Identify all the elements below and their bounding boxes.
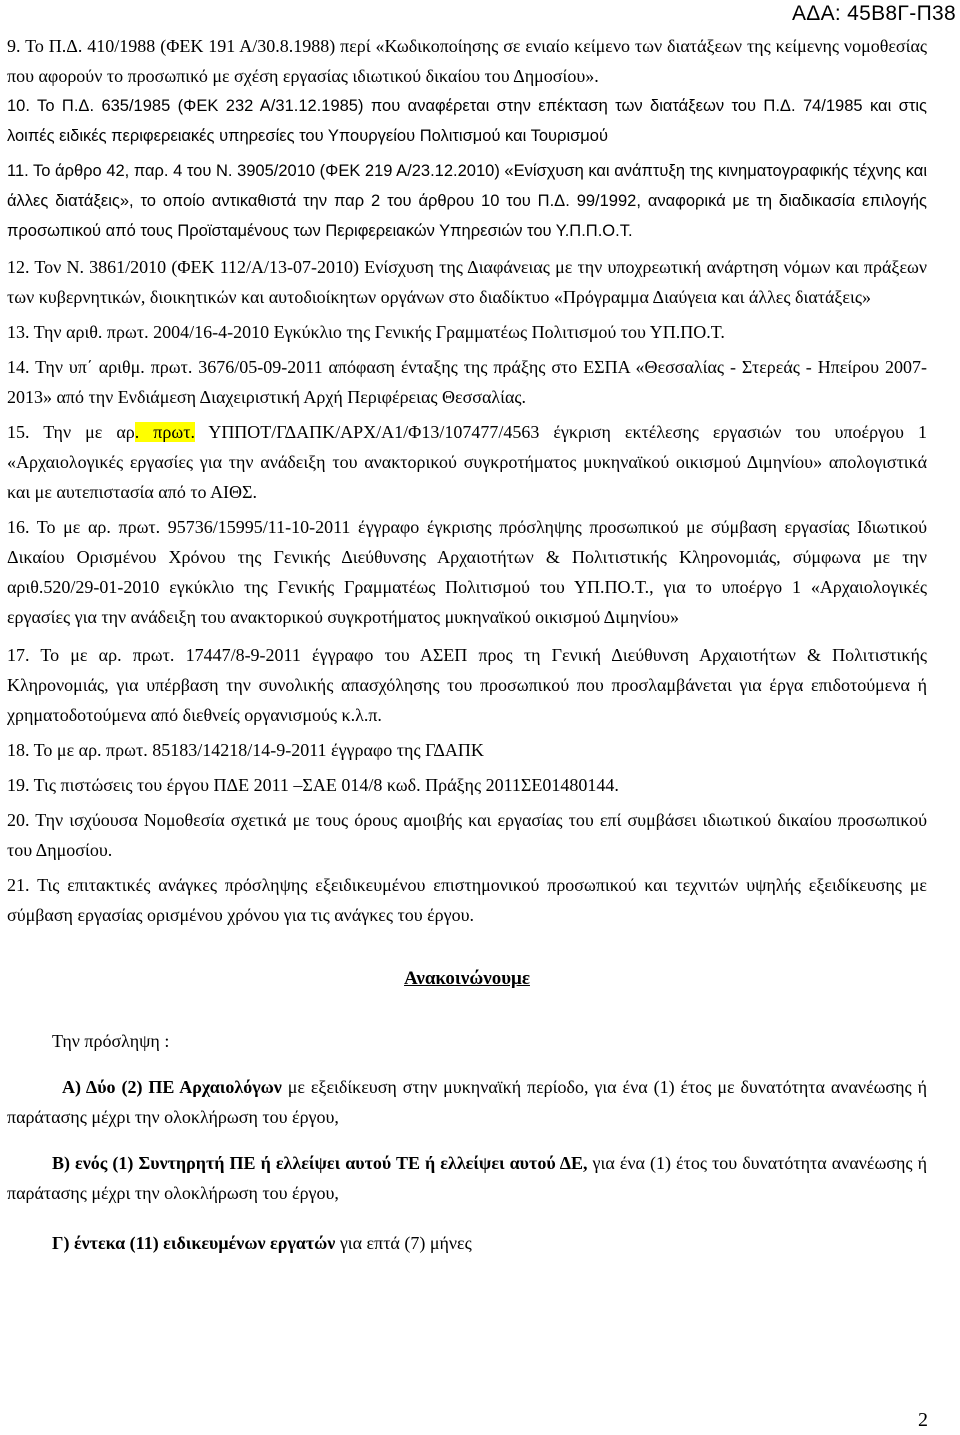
position-a-text: με εξειδίκευση στην μυκηναϊκή περίοδο, για ένα (1) έτος με δυνατότητα ανανέωσης ή παράτασης μέχρι την ολοκλήρωση του έργου, [7, 1077, 927, 1127]
position-c-text: για επτά (7) μήνες [335, 1233, 472, 1253]
item-15-prefix: 15. Την με αρ [7, 422, 135, 442]
position-a [7, 1072, 927, 1132]
position-c-title: Γ) έντεκα (11) ειδικευμένων εργατών [52, 1233, 336, 1253]
position-b [7, 1148, 927, 1208]
position-b-title: Β) ενός (1) Συντηρητή ΠΕ ή ελλείψει αυτού ΤΕ ή ελλείψει αυτού ΔΕ, [52, 1153, 588, 1173]
item-12: 12. Τον Ν. 3861/2010 (ΦΕΚ 112/Α/13-07-2010) Ενίσχυση της Διαφάνειας με την υποχρεωτική ανάρτηση νόμων και πράξεων των κυβερνητικών, διοικητικών και αυτοδιοίκητων οργάνων στο διαδίκτυο «Πρόγραμμα Διαύγεια και άλλες διατάξεις» [7, 257, 927, 307]
position-c [7, 1228, 927, 1258]
item-17: 17. Το με αρ. πρωτ. 17447/8-9-2011 έγγραφο του ΑΣΕΠ προς τη Γενική Διεύθυνση Αρχαιοτήτων & Πολιτιστικής Κληρονομιάς, για υπέρβαση την συνολικής απασχόλησης του προσωπικού που προσλαμβάνεται για έργα επιδοτούμενα ή χρηματοδοτούμενα από διεθνείς οργανισμούς κ.λ.π. [7, 645, 927, 725]
item-14: 14. Την υπ΄ αριθμ. πρωτ. 3676/05-09-2011 απόφαση ένταξης της πράξης στο ΕΣΠΑ «Θεσσαλίας - Στερεάς - Ηπείρου 2007-2013» από την Ενδιάμεση Διαχειριστική Αρχή Περιφέρειας Θεσσαλίας. [7, 357, 927, 407]
announcement-intro: Την πρόσληψη : [52, 1031, 170, 1051]
announcement-heading: Ανακοινώνουμε [404, 968, 530, 989]
item-18: 18. Το με αρ. πρωτ. 85183/14218/14-9-2011 έγγραφο της ΓΔΑΠΚ [7, 740, 484, 760]
item-21: 21. Τις επιτακτικές ανάγκες πρόσληψης εξειδικευμένου επιστημονικού προσωπικού και τεχνιτών υψηλής εξειδίκευσης με σύμβαση εργασίας ορισμένου χρόνου για τις ανάγκες του έργου. [7, 875, 927, 925]
page-number: 2 [918, 1409, 928, 1431]
item-11: 11. Το άρθρο 42, παρ. 4 του Ν. 3905/2010 (ΦΕΚ 219 Α/23.12.2010) «Ενίσχυση και ανάπτυξη της κινηματογραφικής τέχνης και άλλες διατάξεις», το οποίο αντικαθιστά την παρ 2 του άρθρου 10 του Π.Δ. 99/1992, αναφορικά με τη διαδικασία επιλογής προσωπικού από τους Προϊσταμένους των Περιφερειακών Υπηρεσιών του Υ.Π.Π.Ο.Τ. [7, 162, 927, 240]
position-a-title: Α) Δύο (2) ΠΕ Αρχαιολόγων [62, 1077, 282, 1097]
ada-code: ΑΔΑ: 45Β8Γ-Π38 [791, 2, 956, 25]
item-15 [7, 417, 927, 507]
item-13: 13. Την αριθ. πρωτ. 2004/16-4-2010 Εγκύκλιο της Γενικής Γραμματέως Πολιτισμού του ΥΠ.ΠΟ.Τ. [7, 322, 725, 342]
document-page [7, 31, 927, 1258]
item-9: 9. Το Π.Δ. 410/1988 (ΦΕΚ 191 Α/30.8.1988) περί «Κωδικοποίησης σε ενιαίο κείμενο των διατάξεων της κείμενης νομοθεσίας που αφορούν το προσωπικό με σχέση εργασίας ιδιωτικού δικαίου του Δημοσίου». [7, 36, 927, 86]
highlighted-text: . πρωτ. [134, 422, 195, 442]
item-10: 10. Το Π.Δ. 635/1985 (ΦΕΚ 232 Α/31.12.1985) που αναφέρεται στην επέκταση των διατάξεων του Π.Δ. 74/1985 και στις λοιπές ειδικές περιφερειακές υπηρεσίες του Υπουργείου Πολιτισμού και Τουρισμού [7, 97, 927, 145]
item-16: 16. Το με αρ. πρωτ. 95736/15995/11-10-2011 έγγραφο έγκρισης πρόσληψης προσωπικού με σύμβαση εργασίας Ιδιωτικού Δικαίου Ορισμένου Χρόνου της Γενικής Διεύθυνσης Αρχαιοτήτων & Πολιτιστικής Κληρονομιάς, σύμφωνα με την αριθ.520/29-01-2010 εγκύκλιο της Γενικής Γραμματέως Πολιτισμού του ΥΠ.ΠΟ.Τ., για το υποέργο 1 «Αρχαιολογικές εργασίες για την ανάδειξη του ανακτορικού συγκροτήματος μυκηναϊκού οικισμού Διμηνίου» [7, 517, 927, 627]
item-15-rest: ΥΠΠΟΤ/ΓΔΑΠΚ/ΑΡΧ/Α1/Φ13/107477/4563 έγκριση εκτέλεσης εργασιών του υποέργου 1 «Αρχαιολογικές εργασίες για την ανάδειξη του ανακτορικού συγκροτήματος μυκηναϊκού οικισμού Διμηνίου» απολογιστικά και με αυτεπιστασία από το ΑΙΘΣ. [7, 422, 927, 502]
item-19: 19. Τις πιστώσεις του έργου ΠΔΕ 2011 –ΣΑΕ 014/8 κωδ. Πράξης 2011ΣΕ01480144. [7, 775, 619, 795]
item-20: 20. Την ισχύουσα Νομοθεσία σχετικά με τους όρους αμοιβής και εργασίας του επί συμβάσει ιδιωτικού δικαίου προσωπικού του Δημοσίου. [7, 810, 927, 860]
position-b-text: για ένα (1) έτος του δυνατότητα ανανέωσης ή παράτασης μέχρι την ολοκλήρωση του έργου, [7, 1153, 928, 1203]
